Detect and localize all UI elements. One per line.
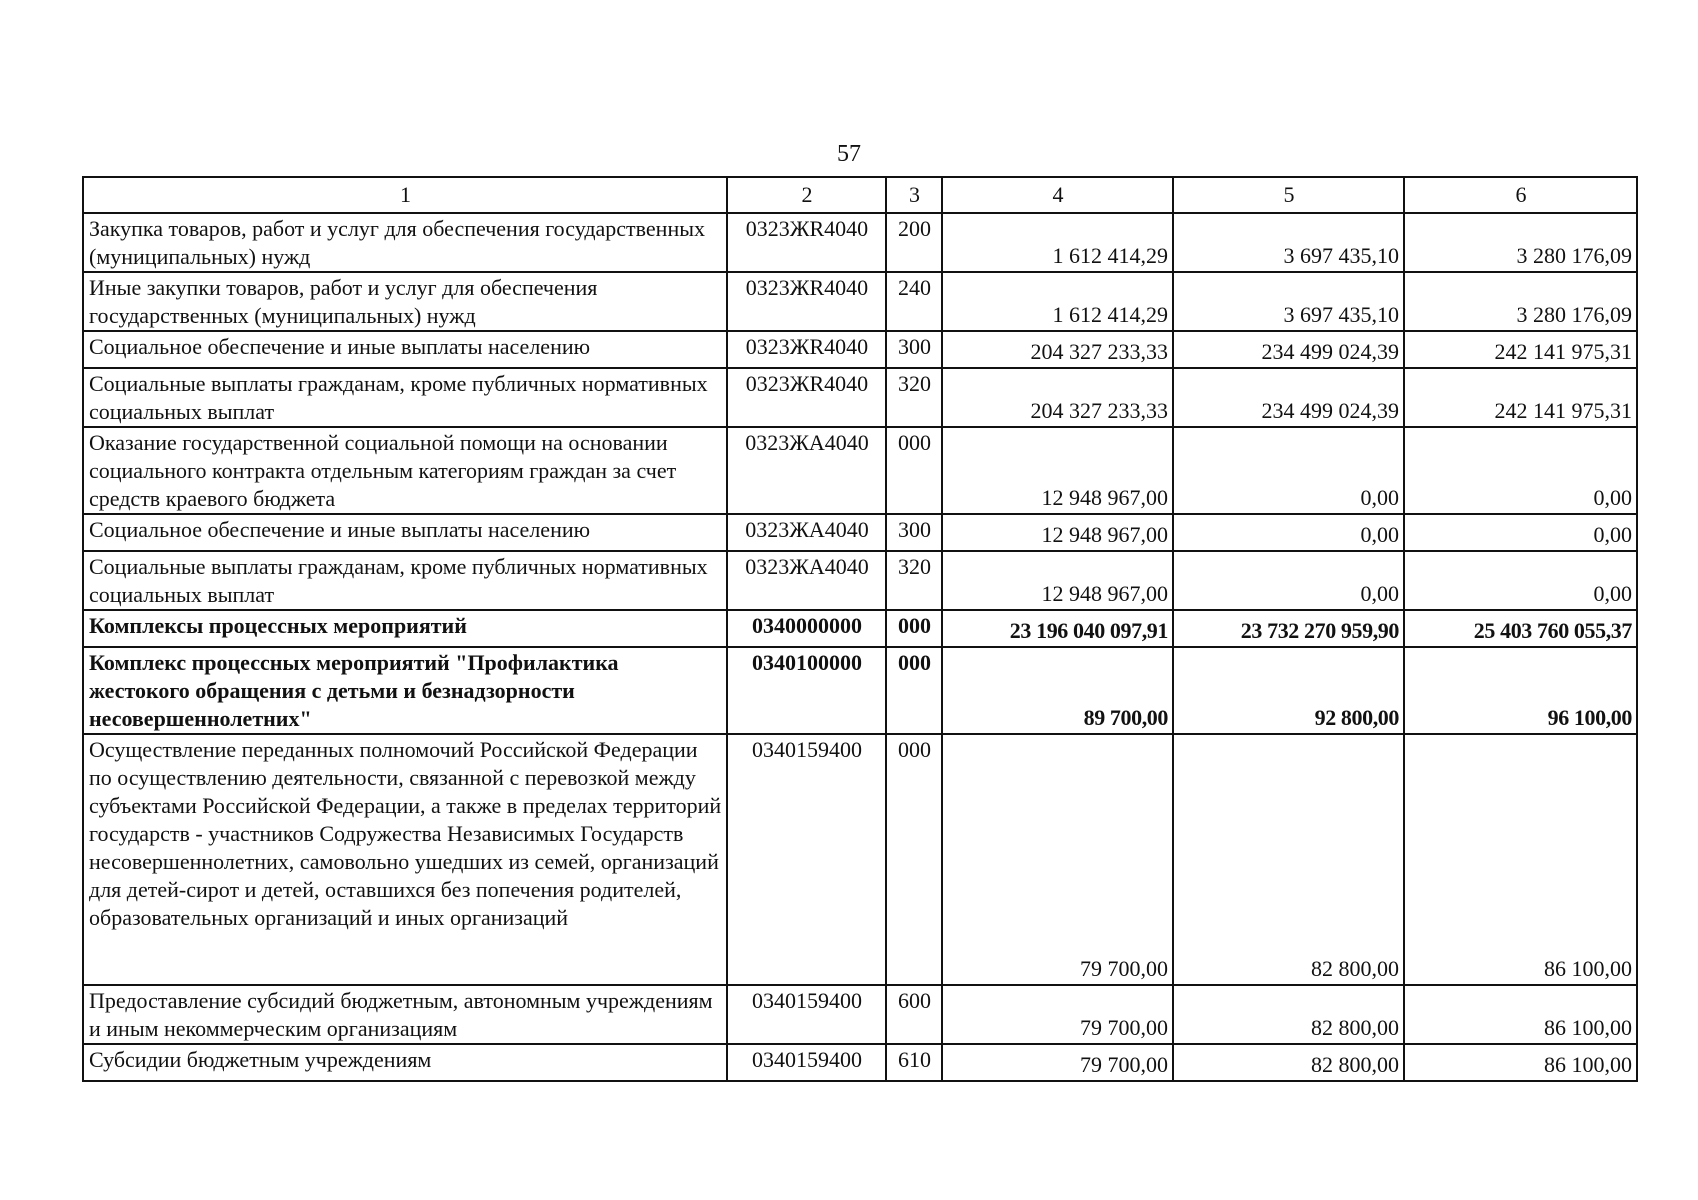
target-article-code-cell: 0323ЖR4040 bbox=[727, 368, 886, 427]
amount-col6-cell: 96 100,00 bbox=[1404, 647, 1637, 734]
amount-col5-cell: 82 800,00 bbox=[1173, 985, 1404, 1044]
amount-col4-cell: 12 948 967,00 bbox=[942, 427, 1173, 514]
expense-type-code-cell: 300 bbox=[886, 331, 942, 368]
item-name-cell: Социальное обеспечение и иные выплаты населению bbox=[83, 514, 727, 551]
amount-col5-cell: 0,00 bbox=[1173, 551, 1404, 610]
amount-col5-cell: 23 732 270 959,90 bbox=[1173, 610, 1404, 647]
item-name-cell: Социальные выплаты гражданам, кроме публичных нормативных социальных выплат bbox=[83, 368, 727, 427]
item-name-cell: Социальное обеспечение и иные выплаты населению bbox=[83, 331, 727, 368]
amount-col6-cell: 86 100,00 bbox=[1404, 734, 1637, 985]
target-article-code-cell: 0323ЖА4040 bbox=[727, 427, 886, 514]
item-name-cell: Закупка товаров, работ и услуг для обеспечения государственных (муниципальных) нужд bbox=[83, 213, 727, 272]
amount-col5-cell: 234 499 024,39 bbox=[1173, 368, 1404, 427]
column-header: 3 bbox=[886, 177, 942, 213]
item-name-cell: Предоставление субсидий бюджетным, автономным учреждениям и иным некоммерческим организациям bbox=[83, 985, 727, 1044]
item-name-cell: Комплексы процессных мероприятий bbox=[83, 610, 727, 647]
column-header: 4 bbox=[942, 177, 1173, 213]
target-article-code-cell: 0340159400 bbox=[727, 734, 886, 985]
amount-col4-cell: 1 612 414,29 bbox=[942, 213, 1173, 272]
amount-col5-cell: 0,00 bbox=[1173, 427, 1404, 514]
item-name-cell: Социальные выплаты гражданам, кроме публичных нормативных социальных выплат bbox=[83, 551, 727, 610]
column-header: 5 bbox=[1173, 177, 1404, 213]
expense-type-code-cell: 200 bbox=[886, 213, 942, 272]
expense-type-code-cell: 600 bbox=[886, 985, 942, 1044]
amount-col6-cell: 3 280 176,09 bbox=[1404, 272, 1637, 331]
amount-col6-cell: 0,00 bbox=[1404, 514, 1637, 551]
expense-type-code-cell: 000 bbox=[886, 734, 942, 985]
amount-col4-cell: 79 700,00 bbox=[942, 1044, 1173, 1081]
target-article-code-cell: 0323ЖR4040 bbox=[727, 213, 886, 272]
amount-col5-cell: 234 499 024,39 bbox=[1173, 331, 1404, 368]
amount-col6-cell: 86 100,00 bbox=[1404, 1044, 1637, 1081]
amount-col4-cell: 23 196 040 097,91 bbox=[942, 610, 1173, 647]
table-header-row bbox=[83, 177, 1637, 213]
amount-col5-cell: 3 697 435,10 bbox=[1173, 213, 1404, 272]
amount-col5-cell: 82 800,00 bbox=[1173, 1044, 1404, 1081]
amount-col6-cell: 0,00 bbox=[1404, 551, 1637, 610]
budget-table bbox=[82, 176, 1638, 1082]
budget-table-body bbox=[83, 177, 1637, 1081]
target-article-code-cell: 0340159400 bbox=[727, 1044, 886, 1081]
item-name-cell: Иные закупки товаров, работ и услуг для обеспечения государственных (муниципальных) нужд bbox=[83, 272, 727, 331]
amount-col5-cell: 0,00 bbox=[1173, 514, 1404, 551]
table-row bbox=[83, 514, 1637, 551]
column-header: 1 bbox=[83, 177, 727, 213]
target-article-code-cell: 0340159400 bbox=[727, 985, 886, 1044]
amount-col4-cell: 79 700,00 bbox=[942, 985, 1173, 1044]
amount-col4-cell: 204 327 233,33 bbox=[942, 331, 1173, 368]
table-row bbox=[83, 331, 1637, 368]
expense-type-code-cell: 000 bbox=[886, 610, 942, 647]
item-name-cell: Комплекс процессных мероприятий "Профилактика жестокого обращения с детьми и безнадзорности несовершеннолетних" bbox=[83, 647, 727, 734]
amount-col5-cell: 82 800,00 bbox=[1173, 734, 1404, 985]
table-row bbox=[83, 551, 1637, 610]
amount-col4-cell: 12 948 967,00 bbox=[942, 551, 1173, 610]
table-row bbox=[83, 213, 1637, 272]
table-row bbox=[83, 734, 1637, 985]
amount-col5-cell: 92 800,00 bbox=[1173, 647, 1404, 734]
expense-type-code-cell: 320 bbox=[886, 368, 942, 427]
table-row bbox=[83, 610, 1637, 647]
amount-col6-cell: 0,00 bbox=[1404, 427, 1637, 514]
amount-col6-cell: 242 141 975,31 bbox=[1404, 331, 1637, 368]
table-row bbox=[83, 368, 1637, 427]
amount-col4-cell: 204 327 233,33 bbox=[942, 368, 1173, 427]
amount-col6-cell: 25 403 760 055,37 bbox=[1404, 610, 1637, 647]
table-row bbox=[83, 1044, 1637, 1081]
expense-type-code-cell: 240 bbox=[886, 272, 942, 331]
expense-type-code-cell: 610 bbox=[886, 1044, 942, 1081]
column-header: 6 bbox=[1404, 177, 1637, 213]
page-number: 57 bbox=[837, 141, 861, 167]
table-row bbox=[83, 427, 1637, 514]
amount-col4-cell: 1 612 414,29 bbox=[942, 272, 1173, 331]
expense-type-code-cell: 320 bbox=[886, 551, 942, 610]
item-name-cell: Оказание государственной социальной помощи на основании социального контракта отдельным категориям граждан за счет средств краевого бюджета bbox=[83, 427, 727, 514]
table-row bbox=[83, 647, 1637, 734]
table-row bbox=[83, 985, 1637, 1044]
target-article-code-cell: 0323ЖR4040 bbox=[727, 272, 886, 331]
amount-col5-cell: 3 697 435,10 bbox=[1173, 272, 1404, 331]
target-article-code-cell: 0340100000 bbox=[727, 647, 886, 734]
column-header: 2 bbox=[727, 177, 886, 213]
item-name-cell: Осуществление переданных полномочий Российской Федерации по осуществлению деятельности, связанной с перевозкой между субъектами Российской Федерации, а также в пределах территорий государств - участников Содружества Независимых Государств несовершеннолетних, самовольно ушедших из семей, организаций для детей-сирот и детей, оставшихся без попечения родителей, образовательных организаций и иных организаций bbox=[83, 734, 727, 985]
expense-type-code-cell: 000 bbox=[886, 647, 942, 734]
target-article-code-cell: 0323ЖА4040 bbox=[727, 514, 886, 551]
item-name-cell: Субсидии бюджетным учреждениям bbox=[83, 1044, 727, 1081]
amount-col4-cell: 12 948 967,00 bbox=[942, 514, 1173, 551]
expense-type-code-cell: 300 bbox=[886, 514, 942, 551]
amount-col4-cell: 79 700,00 bbox=[942, 734, 1173, 985]
table-row bbox=[83, 272, 1637, 331]
target-article-code-cell: 0323ЖR4040 bbox=[727, 331, 886, 368]
target-article-code-cell: 0340000000 bbox=[727, 610, 886, 647]
target-article-code-cell: 0323ЖА4040 bbox=[727, 551, 886, 610]
expense-type-code-cell: 000 bbox=[886, 427, 942, 514]
amount-col6-cell: 242 141 975,31 bbox=[1404, 368, 1637, 427]
amount-col4-cell: 89 700,00 bbox=[942, 647, 1173, 734]
amount-col6-cell: 86 100,00 bbox=[1404, 985, 1637, 1044]
amount-col6-cell: 3 280 176,09 bbox=[1404, 213, 1637, 272]
